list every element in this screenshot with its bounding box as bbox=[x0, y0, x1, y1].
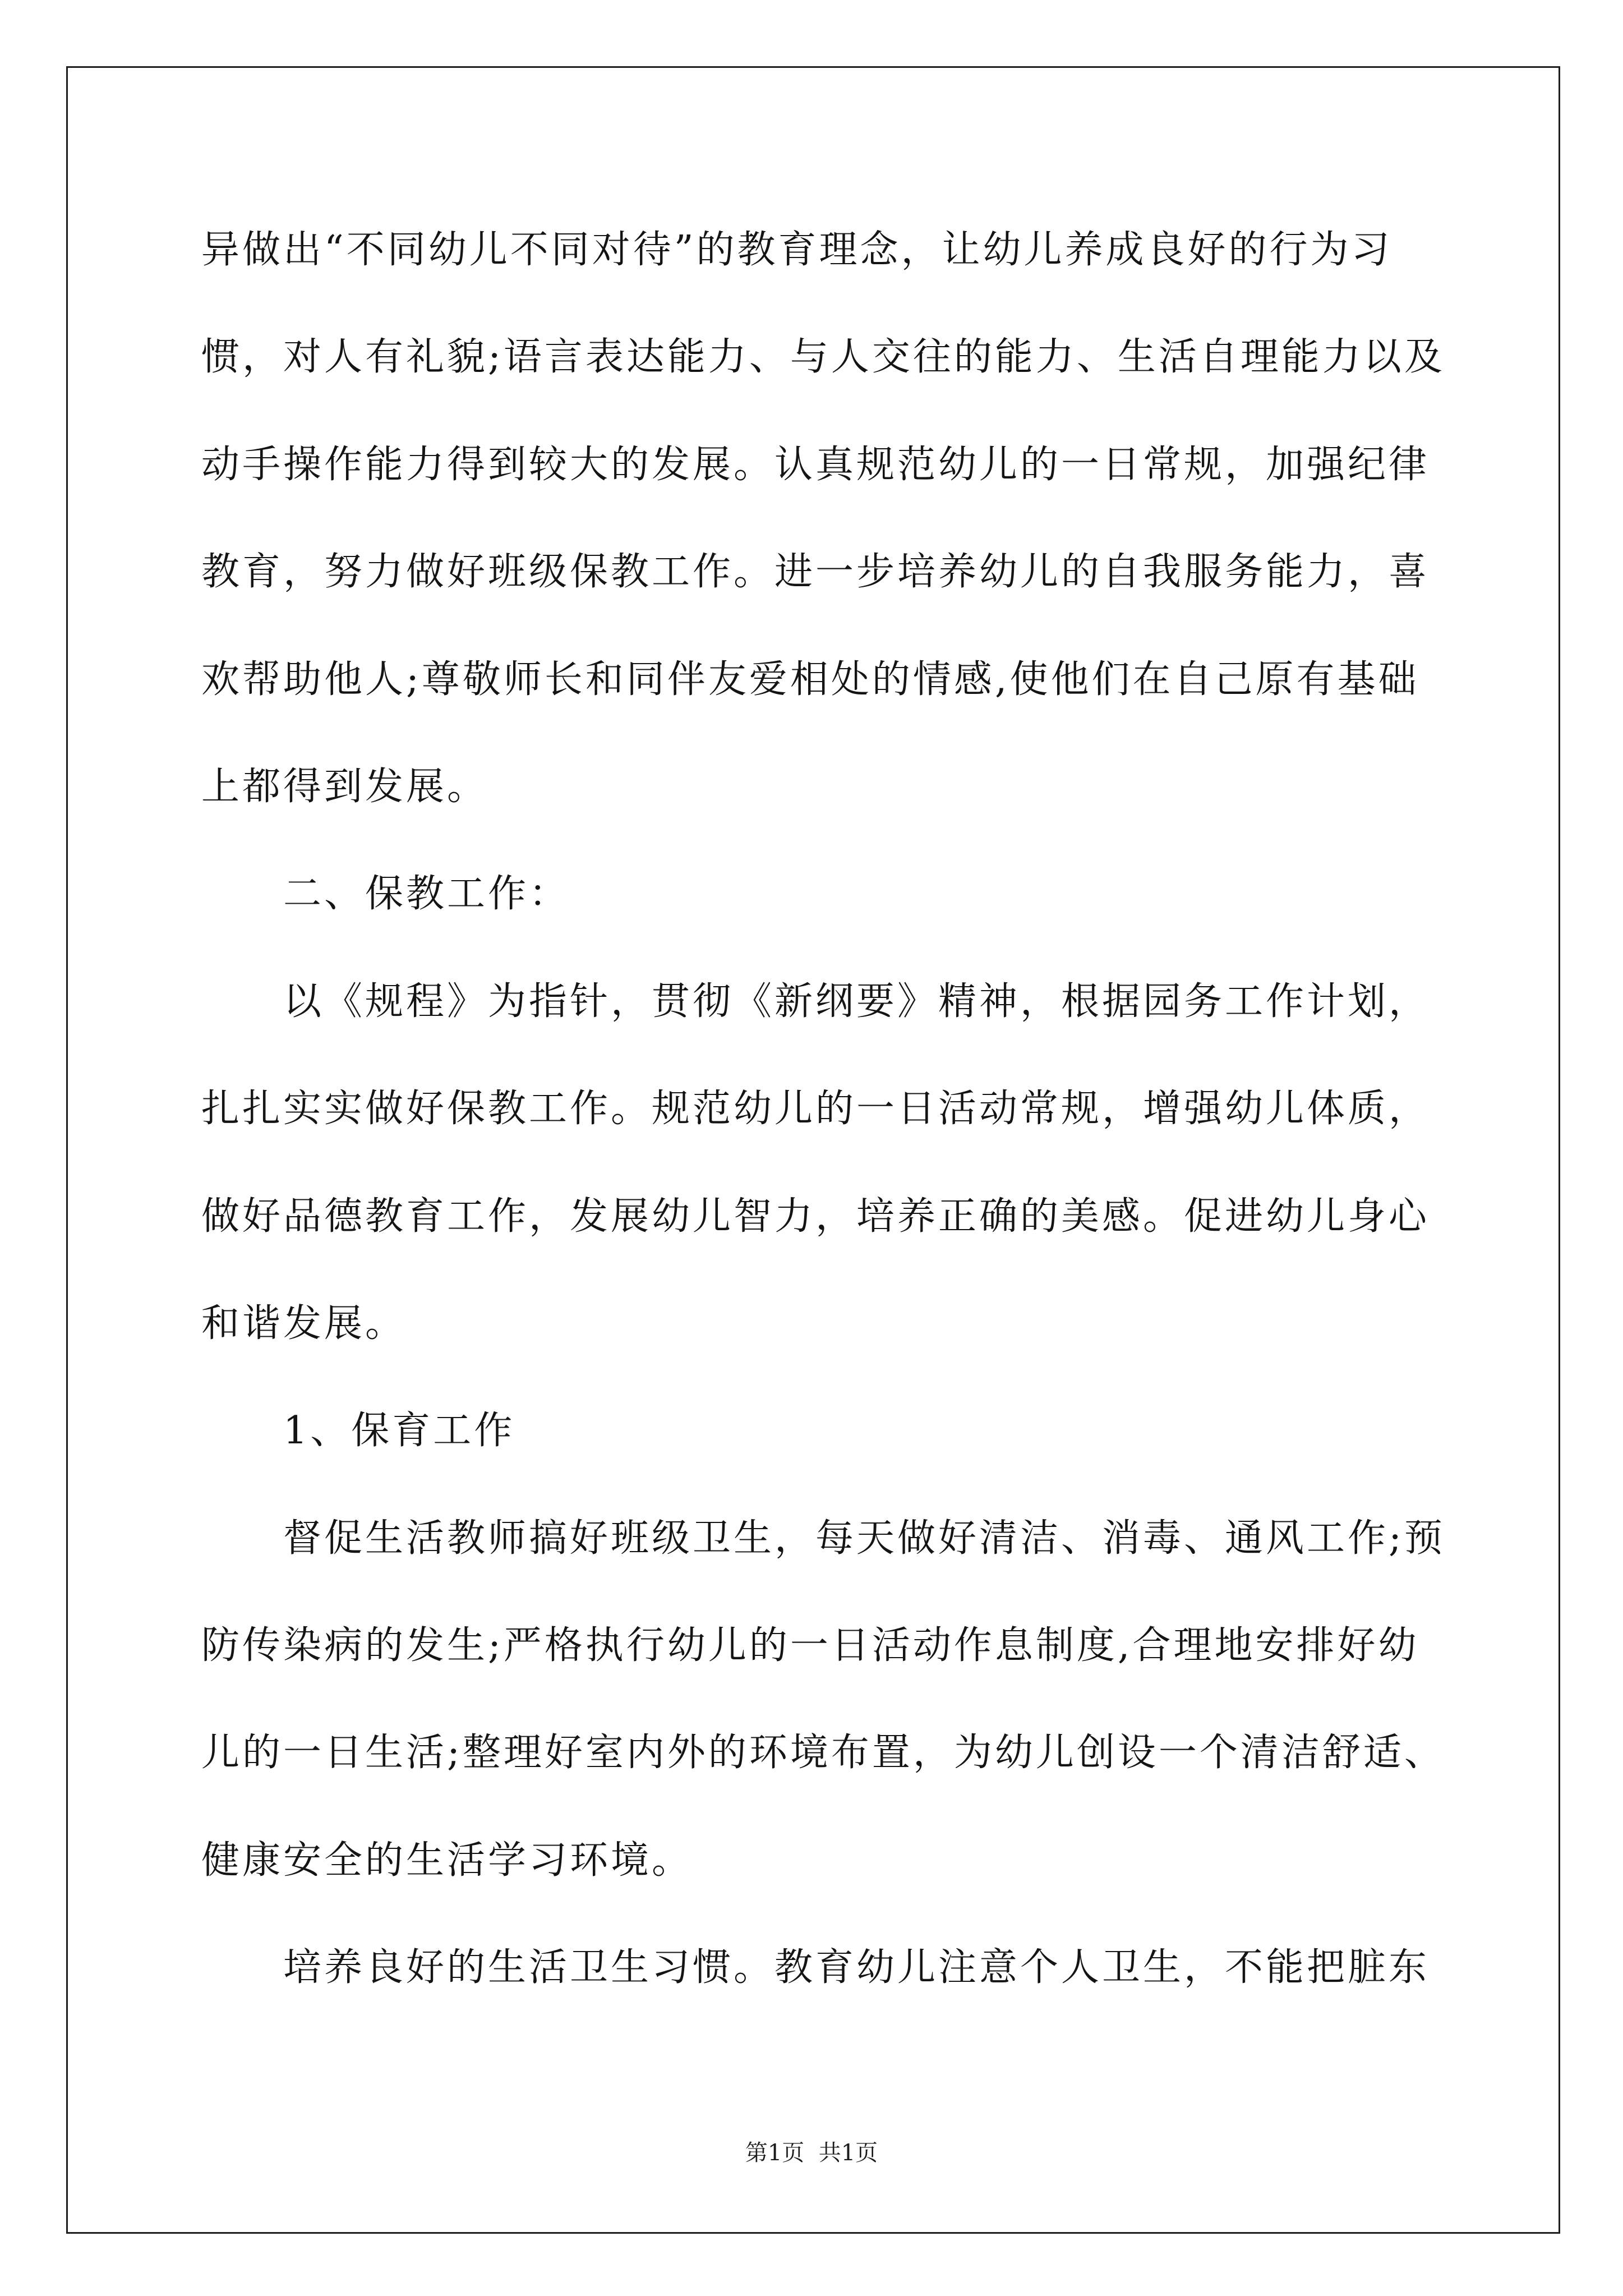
subsection-heading: 1、保育工作 bbox=[283, 1409, 515, 1453]
body-text-line: 做好品德教育工作，发展幼儿智力，培养正确的美感。促进幼儿身心 bbox=[201, 1194, 1430, 1239]
body-text-line: 防传染病的发生;严格执行幼儿的一日活动作息制度,合理地安排好幼 bbox=[201, 1623, 1419, 1668]
body-text-line: 惯，对人有礼貌;语言表达能力、与人交往的能力、生活自理能力以及 bbox=[201, 335, 1445, 380]
body-text-line: 上都得到发展。 bbox=[201, 764, 488, 809]
body-text-line: 儿的一日生活;整理好室内外的环境布置，为幼儿创设一个清洁舒适、 bbox=[201, 1731, 1445, 1775]
body-text-line: 教育，努力做好班级保教工作。进一步培养幼儿的自我服务能力，喜 bbox=[201, 550, 1430, 595]
section-heading: 二、保教工作： bbox=[283, 872, 570, 917]
body-text-line: 异做出“不同幼儿不同对待”的教育理念，让幼儿养成良好的行为习 bbox=[201, 228, 1393, 272]
body-text-line: 和谐发展。 bbox=[201, 1301, 407, 1346]
body-text-line: 以《规程》为指针，贯彻《新纲要》精神，根据园务工作计划， bbox=[283, 979, 1430, 1024]
page-footer: 第1页 共1页 bbox=[745, 2140, 878, 2166]
document-body bbox=[201, 196, 1508, 2022]
body-text-line: 健康安全的生活学习环境。 bbox=[201, 1838, 693, 1883]
body-text-line: 欢帮助他人;尊敬师长和同伴友爱相处的情感,使他们在自己原有基础 bbox=[201, 657, 1419, 702]
body-text-line: 扎扎实实做好保教工作。规范幼儿的一日活动常规，增强幼儿体质， bbox=[201, 1087, 1430, 1131]
body-text-line: 督促生活教师搞好班级卫生，每天做好清洁、消毒、通风工作;预 bbox=[283, 1516, 1445, 1561]
body-text-line: 动手操作能力得到较大的发展。认真规范幼儿的一日常规，加强纪律 bbox=[201, 442, 1430, 487]
body-text-line: 培养良好的生活卫生习惯。教育幼儿注意个人卫生，不能把脏东 bbox=[283, 1945, 1430, 1990]
